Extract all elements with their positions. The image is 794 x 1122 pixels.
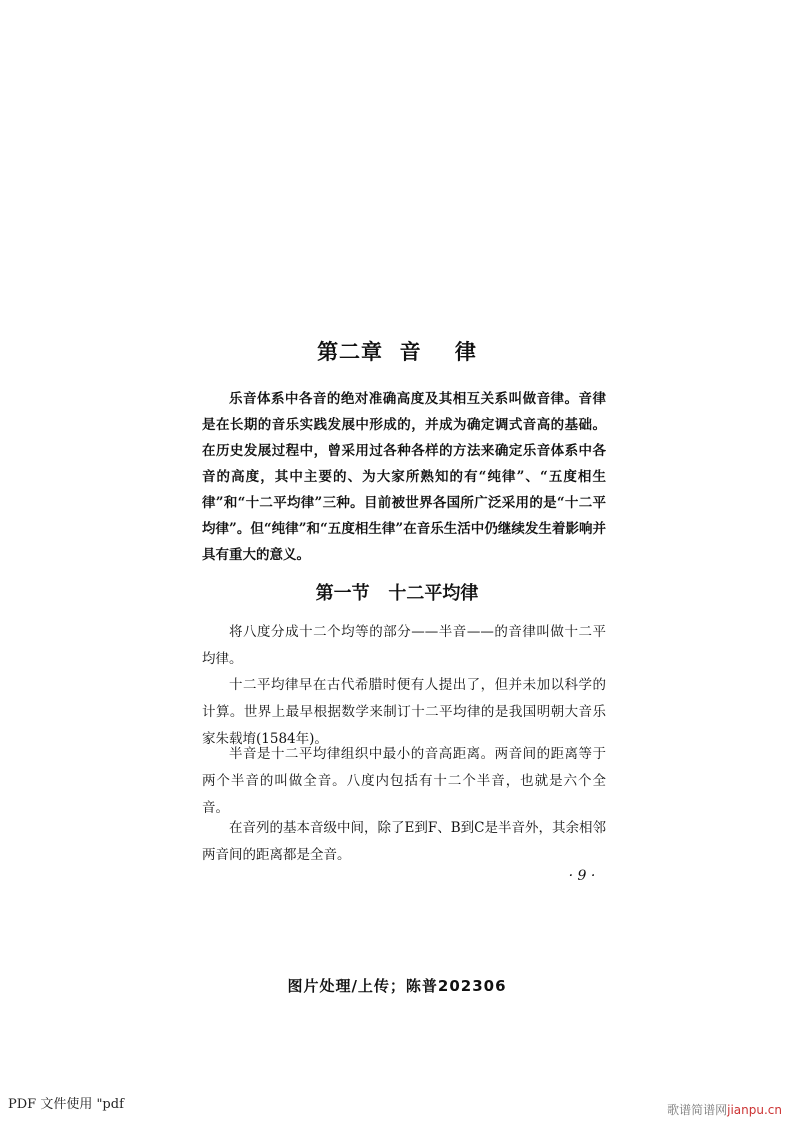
intro-paragraph: 乐音体系中各音的绝对准确高度及其相互关系叫做音律。音律是在长期的音乐实践发展中形成的，并成为确定调式音高的基础。在历史发展过程中，曾采用过各种各样的方法来确定乐音体系中各音的高度，其中主要的、为大家所熟知的有“纯律”、“五度相生律”和“十二平均律”三种。目前被世界各国所广泛采用的是“十二平均律”。但“纯律”和“五度相生律”在音乐生活中仍继续发生着影响并具有重大的意义。 <box>202 391 606 563</box>
watermark <box>667 1101 782 1118</box>
watermark-site: 歌谱简谱网 <box>667 1103 728 1117</box>
page-number: · 9 · <box>568 868 596 884</box>
body-paragraph: 在音列的基本音级中间，除了E到F、B到C是半音外，其余相邻两音间的距离都是全音。 <box>202 820 606 863</box>
section-title: 第一节 十二平均律 <box>315 583 479 604</box>
watermark-domain: jianpu.cn <box>727 1103 782 1117</box>
chapter-title: 第二章 音 律 <box>317 340 477 364</box>
body-paragraph: 十二平均律早在古代希腊时便有人提出了，但并未加以科学的计算。世界上最早根据数学来制订十二平均律的是我国明朝大音乐家朱载堉(1584年)。 <box>202 677 606 747</box>
body-paragraph: 将八度分成十二个均等的部分——半音——的音律叫做十二平均律。 <box>202 624 606 667</box>
pdf-note: PDF 文件使用 "pdf <box>8 1097 124 1112</box>
body-paragraph: 半音是十二平均律组织中最小的音高距离。两音间的距离等于两个半音的叫做全音。八度内包括有十二个半音，也就是六个全音。 <box>202 746 606 816</box>
upload-credit: 图片处理/上传；陈普202306 <box>287 977 507 995</box>
